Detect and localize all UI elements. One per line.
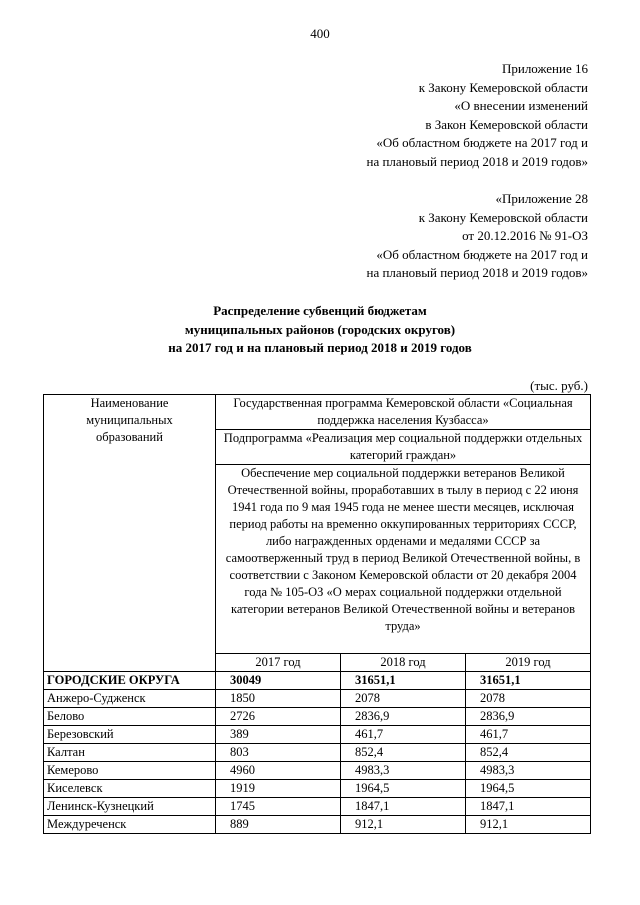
value-2019: 2836,9 [466,708,591,726]
subprogram-header: Подпрограмма «Реализация мер социальной поддержки отдельных категорий граждан» [216,430,591,465]
value-2018: 1964,5 [341,780,466,798]
year-header-2017: 2017 год [216,654,341,672]
annex-original-line: на плановый период 2018 и 2019 годов» [366,265,588,280]
year-header-2018: 2018 год [341,654,466,672]
title-line: муниципальных районов (городских округов) [184,321,456,337]
program-header: Государственная программа Кемеровской области «Социальная поддержка населения Кузбасса» [216,395,591,430]
value-2018: 852,4 [341,744,466,762]
value-2019: 1964,5 [466,780,591,798]
value-2017: 803 [216,744,341,762]
annex-current-line: к Закону Кемеровской области [418,79,588,95]
annex-current-line: Приложение 16 [501,61,588,76]
value-2019: 852,4 [466,744,591,762]
title-line: Распределение субвенций бюджетам [213,303,427,318]
annex-current-line: «О внесении изменений [454,98,588,113]
value-2017: 1745 [216,798,341,816]
annex-original-line: «Приложение 28 [495,191,588,206]
value-2017: 30049 [216,672,341,690]
value-2019: 2078 [466,690,591,708]
annex-original-line: от 20.12.2016 № 91-ОЗ [462,228,588,243]
annex-current-line: на плановый период 2018 и 2019 годов» [366,153,588,169]
value-2018: 4983,3 [341,762,466,780]
value-2019: 4983,3 [466,762,591,780]
table-row [44,780,591,798]
table-row [44,744,591,762]
header-row-program [44,395,591,430]
measure-header: Обеспечение мер социальной поддержки ветеранов Великой Отечественной войны, проработавших в тылу в период с 22 июня 1941 года по 9 мая 1945 года не менее шести месяцев, исключая период работы на временно оккупированных территориях СССР, либо награжденных орденами и медалями СССР за самоотверженный труд в период Великой Отечественной войны, в соответствии с Законом Кемеровской области от 20 декабря 2004 года № 105-ОЗ «О мерах социальной поддержки отдельной категории ветеранов Великой Отечественной войны и ветеранов труда» [216,465,591,654]
table-row [44,690,591,708]
name-column-header: Наименование муниципальных образований [44,395,216,672]
title-line: на 2017 год и на плановый период 2018 и 2019 годов [168,340,472,355]
value-2018: 2836,9 [341,708,466,726]
table-row [44,816,591,834]
value-2018: 461,7 [341,726,466,744]
value-2017: 889 [216,816,341,834]
value-2019: 1847,1 [466,798,591,816]
document-title [0,302,640,358]
annex-original-line: «Об областном бюджете на 2017 год и [376,246,588,262]
annex-original-line: к Закону Кемеровской области [418,209,588,225]
row-name: ГОРОДСКИЕ ОКРУГА [44,672,216,690]
value-2018: 31651,1 [341,672,466,690]
row-name: Кемерово [44,762,216,780]
value-2019: 912,1 [466,816,591,834]
annex-current-line: в Закон Кемеровской области [425,116,588,132]
page-number: 400 [310,26,330,41]
row-name: Анжеро-Судженск [44,690,216,708]
row-name: Белово [44,708,216,726]
value-2017: 4960 [216,762,341,780]
value-2017: 2726 [216,708,341,726]
value-2019: 31651,1 [466,672,591,690]
value-2017: 1850 [216,690,341,708]
table-row-total [44,672,591,690]
table-row [44,798,591,816]
units-label: (тыс. руб.) [530,378,588,393]
annex-current [367,60,589,171]
row-name: Ленинск-Кузнецкий [44,798,216,816]
row-name: Березовский [44,726,216,744]
year-header-2019: 2019 год [466,654,591,672]
row-name: Междуреченск [44,816,216,834]
row-name: Калтан [44,744,216,762]
annex-current-line: «Об областном бюджете на 2017 год и [376,135,588,150]
value-2018: 2078 [341,690,466,708]
value-2019: 461,7 [466,726,591,744]
annex-original [367,190,589,283]
row-name: Киселевск [44,780,216,798]
value-2017: 389 [216,726,341,744]
table-row [44,726,591,744]
value-2018: 1847,1 [341,798,466,816]
table-row [44,708,591,726]
value-2017: 1919 [216,780,341,798]
value-2018: 912,1 [341,816,466,834]
table-row [44,762,591,780]
subvention-table [43,394,591,834]
